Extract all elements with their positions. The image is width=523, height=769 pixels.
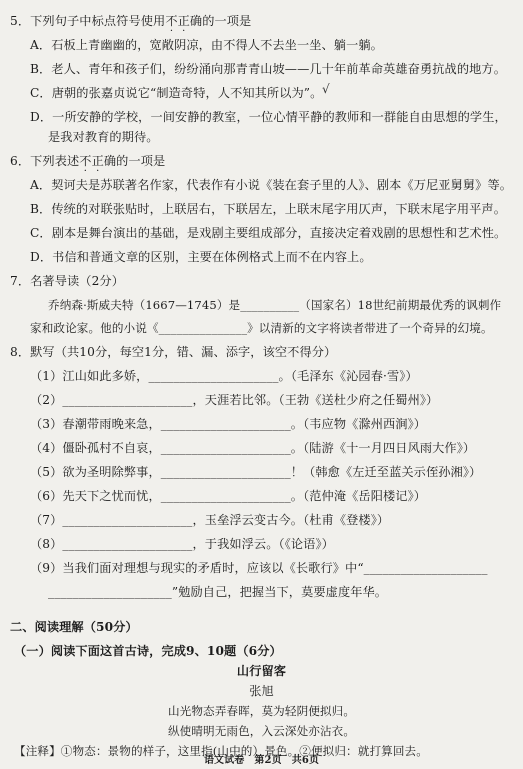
page-footer: 语文试卷 第2页 共6页: [203, 755, 320, 766]
poem-title: 山行留客: [236, 664, 287, 678]
q8-stem: 8．默写（共10分，每空1分，错、漏、添字，该空不得分）: [10, 345, 337, 359]
q5-option-d: D．一所安静的学校，一间安静的教室，一位心情平静的教师和一群能自由思想的学生，: [30, 110, 507, 124]
q8-item-2: （2）_____________________，天涯若比邻。（王勃《送杜少府之任蜀州》）: [30, 393, 439, 407]
q7-text-line2: 家和政论家。他的小说《_______________》以清新的文字将读者带进了一个奇异的幻境。: [30, 321, 493, 335]
q6-option-b: B．传统的对联张贴时，上联居右，下联居左，上联末尾字用仄声，下联末尾字用平声。: [30, 202, 506, 216]
section-heading: 二、阅读理解（50分）: [10, 620, 138, 634]
q6-option-a: A．契诃夫是苏联著名作家，代表作有小说《装在套子里的人》、剧本《万尼亚舅舅》等。: [30, 178, 513, 192]
q6-option-d: D．书信和普通文章的区别，主要在体例格式上而不在内容上。: [30, 250, 372, 264]
q5-option-c: C．唐朝的张嘉贞说它“制造奇特，人不知其所以为”。: [30, 86, 323, 100]
q7-stem: 7．名著导读（2分）: [10, 274, 125, 288]
q8-item-4: （4）僵卧孤村不自哀，_____________________。（陆游《十一月四日风雨大作》）: [30, 441, 476, 455]
poem-line-2: 纵使晴明无雨色，入云深处亦沾衣。: [167, 724, 356, 738]
q5-option-b: B．老人、青年和孩子们，纷纷涌向那青青山坡——几十年前革命英雄奋勇抗战的地方。: [30, 62, 506, 76]
q6-stem: 6．下列表述不正确的一项是: [10, 154, 166, 168]
poem-author: 张旭: [249, 684, 274, 698]
q5-option-a: A．石板上青幽幽的，宽敞阴凉，由不得人不去坐一坐、躺一躺。: [30, 38, 383, 52]
q8-item-9: （9）当我们面对理想与现实的矛盾时，应该以《长歌行》中“____________________: [30, 561, 488, 575]
q8-item-1: （1）江山如此多娇，_____________________。（毛泽东《沁园春·雪》）: [30, 369, 418, 383]
poem-line-1: 山光物态弄春晖，莫为轻阴便拟归。: [167, 704, 356, 718]
q8-item-8: （8）_____________________，于我如浮云。（《论语》）: [30, 537, 334, 551]
q8-item-6: （6）先天下之忧而忧，_____________________。（范仲淹《岳阳楼记》）: [30, 489, 427, 503]
q8-item-3: （3）春潮带雨晚来急，_____________________。（韦应物《滁州西涧》）: [30, 417, 427, 431]
poem-note: 【注释】①物态：景物的样子，这里指(山中的）景色。②便拟归：就打算回去。: [14, 744, 428, 758]
q8-item-7: （7）_____________________，玉垒浮云变古今。（杜甫《登楼》）: [30, 513, 390, 527]
q7-text-line1: 乔纳森·斯威夫特（1667—1745）是__________（国家名）18世纪前期最优秀的讽刺作: [48, 298, 502, 312]
check-mark-icon: √: [322, 82, 330, 96]
q8-item-9-cont: ____________________”勉励自己，把握当下，莫要虚度年华。: [48, 585, 388, 599]
q6-option-c: C．剧本是舞台演出的基础，是戏剧主要组成部分，直接决定着戏剧的思想性和艺术性。: [30, 226, 507, 240]
subsection-heading: （一）阅读下面这首古诗，完成9、10题（6分）: [14, 644, 282, 658]
q5-option-d-cont: 是我对教育的期待。: [48, 130, 159, 144]
q8-item-5: （5）欲为圣明除弊事，_____________________！（韩愈《左迁至蓝关示侄孙湘》）: [30, 465, 482, 479]
q5-stem: 5．下列句子中标点符号使用不正确的一项是: [10, 14, 252, 28]
